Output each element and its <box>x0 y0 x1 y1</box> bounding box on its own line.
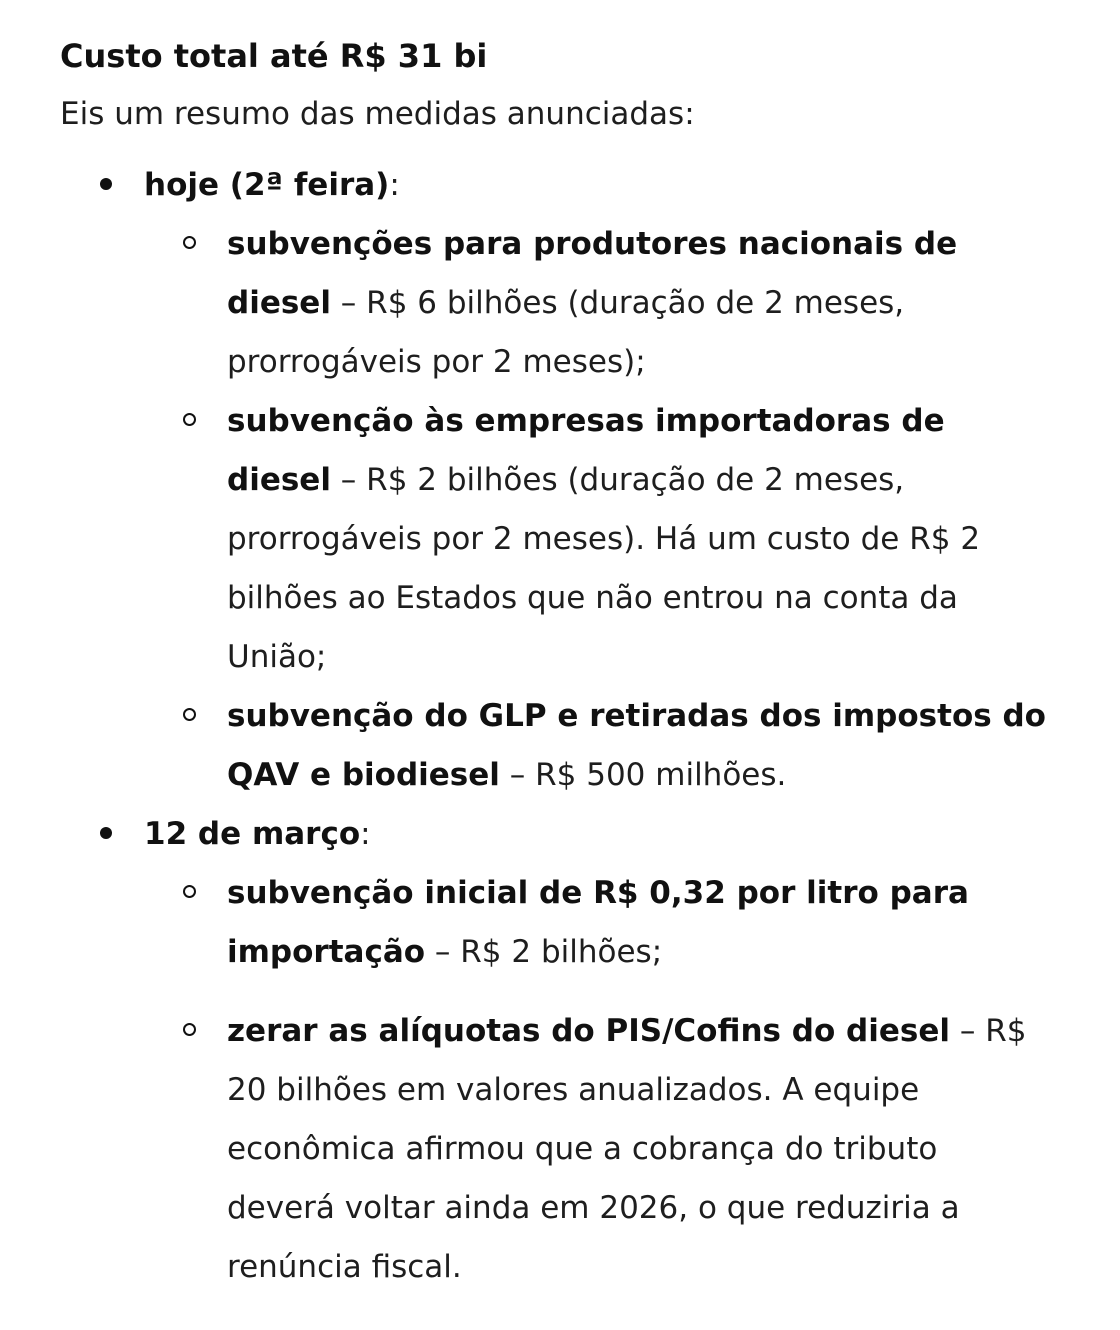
sublist-item <box>227 687 1047 805</box>
item-title: subvenções para produtores nacionais de diesel <box>227 226 958 321</box>
item-title: subvenção às empresas importadoras de diesel <box>227 403 945 498</box>
sublist-item <box>227 1002 1047 1297</box>
sublist-item <box>227 864 1047 982</box>
bullet-circle-icon <box>183 413 196 426</box>
item-title: subvenção inicial de R$ 0,32 por litro para importação <box>227 875 969 970</box>
intro-paragraph: Eis um resumo das medidas anunciadas: <box>60 96 695 132</box>
sublist-today <box>144 215 1060 805</box>
item-title: zerar as alíquotas do PIS/Cofins do diesel <box>227 1013 950 1049</box>
list-item-march-12 <box>144 805 1060 1297</box>
group-label: hoje (2ª feira) <box>144 167 390 203</box>
item-description: – R$ 20 bilhões em valores anualizados. A equipe econômica afirmou que a cobrança do tributo deverá voltar ainda em 2026, o que reduziria a renúncia fiscal. <box>227 1013 1027 1285</box>
bullet-circle-icon <box>183 885 196 898</box>
sublist-march-12 <box>144 864 1060 1297</box>
list-item-today <box>144 156 1060 805</box>
item-description: – R$ 500 milhões. <box>499 757 787 793</box>
bullet-circle-icon <box>183 708 196 721</box>
sublist-item <box>227 215 1047 392</box>
bullet-circle-icon <box>183 1023 196 1036</box>
item-description: – R$ 2 bilhões; <box>425 934 663 970</box>
measures-list <box>60 156 1060 1297</box>
item-description: – R$ 2 bilhões (duração de 2 meses, prorrogáveis por 2 meses). Há um custo de R$ 2 bilhões ao Estados que não entrou na conta da União; <box>227 462 981 675</box>
group-label: 12 de março <box>144 816 361 852</box>
item-description: – R$ 6 bilhões (duração de 2 meses, prorrogáveis por 2 meses); <box>227 285 905 380</box>
bullet-disc-icon <box>100 827 112 839</box>
bullet-disc-icon <box>100 178 112 190</box>
group-label-suffix: : <box>389 167 400 203</box>
group-label-suffix: : <box>360 816 371 852</box>
item-title: subvenção do GLP e retiradas dos impostos do QAV e biodiesel <box>227 698 1046 793</box>
bullet-circle-icon <box>183 236 196 249</box>
section-heading: Custo total até R$ 31 bi <box>60 37 488 75</box>
sublist-item <box>227 392 1047 687</box>
